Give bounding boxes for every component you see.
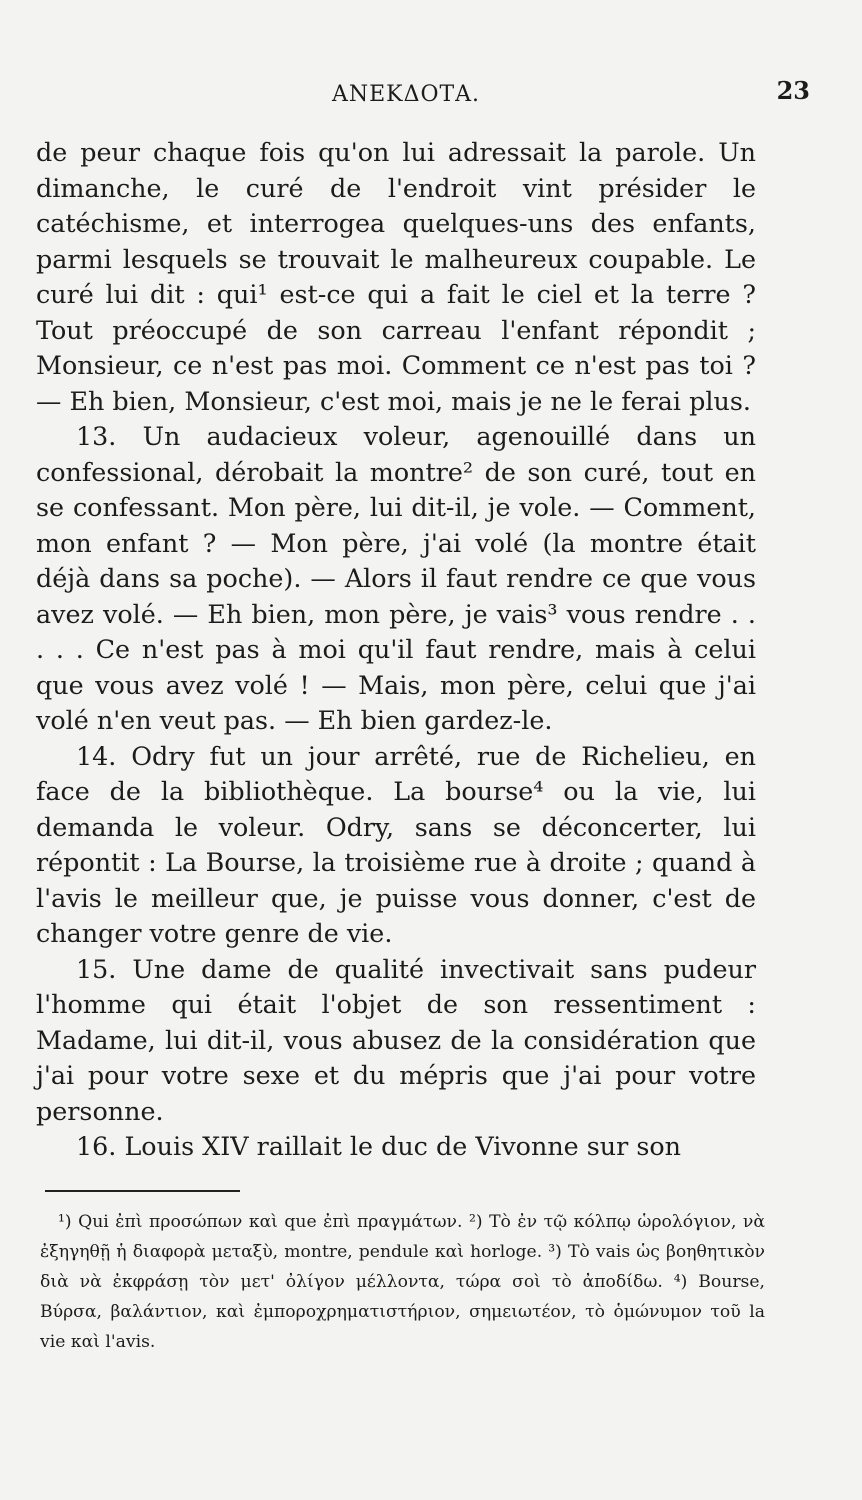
footnote-divider: [45, 1190, 240, 1192]
body-text: [36, 135, 756, 1165]
running-title: ΑΝΕΚΔΟΤΑ.: [331, 82, 481, 107]
paragraph-anecdote-15: 15. Une dame de qualité invectivait sans pudeur l'homme qui était l'objet de son ressentiment : Madame, lui dit-il, vous abusez de la considération que j'ai pour votre sexe et du mépris que j'ai pour votre personne.: [36, 953, 756, 1126]
paragraph-continuation: de peur chaque fois qu'on lui adressait la parole. Un dimanche, le curé de l'endroit vint présider le catéchisme, et interrogea quelques-uns des enfants, parmi lesquels se trouvait le malheureux coupable. Le curé lui dit : qui¹ est-ce qui a fait le ciel et la terre ? Tout préoccupé de son carreau l'enfant répondit ; Monsieur, ce n'est pas moi. Comment ce n'est pas toi ? — Eh bien, Monsieur, c'est moi, mais je ne le ferai plus.: [36, 137, 756, 416]
footnotes: [40, 1207, 765, 1357]
paragraph-anecdote-13: 13. Un audacieux voleur, agenouillé dans un confessional, dérobait la montre² de son curé, tout en se confessant. Mon père, lui dit-il, je vole. — Comment, mon enfant ? — Mon père, j'ai volé (la montre était déjà dans sa poche). — Alors il faut rendre ce que vous avez volé. — Eh bien, mon père, je vais³ vous rendre . . . . . Ce n'est pas à moi qu'il faut rendre, mais à celui que vous avez volé ! — Mais, mon père, celui que j'ai volé n'en veut pas. — Eh bien gardez-le.: [36, 421, 756, 735]
page-header: [40, 74, 810, 114]
footnote-block: ¹) Qui ἐπὶ προσώπων καὶ que ἐπὶ πραγμάτων. ²) Τὸ ἐν τῷ κόλπῳ ὡρολόγιον, νὰ ἐξηγηθῇ ἡ διαφορὰ μεταξὺ, montre, pendule καὶ horloge. ³) Τὸ vais ὡς βοηθητικὸν διὰ νὰ ἐκφράσῃ τὸν μετ' ὀλίγον μέλλοντα, τώρα σοὶ τὸ ἀποδίδω. ⁴) Bourse, Βύρσα, βαλάντιον, καὶ ἐμποροχρηματιστήριον, σημειωτέον, τὸ ὁμώνυμον τοῦ la vie καὶ l'avis.: [40, 1212, 765, 1352]
paragraph-anecdote-16: 16. Louis XIV raillait le duc de Vivonne sur son: [76, 1131, 682, 1161]
paragraph-anecdote-14: 14. Odry fut un jour arrêté, rue de Richelieu, en face de la bibliothèque. La bourse⁴ ou la vie, lui demanda le voleur. Odry, sans se déconcerter, lui répontit : La Bourse, la troisième rue à droite ; quand à l'avis le meilleur que, je puisse vous donner, c'est de changer votre genre de vie.: [36, 740, 756, 948]
page-number: 23: [776, 76, 810, 105]
